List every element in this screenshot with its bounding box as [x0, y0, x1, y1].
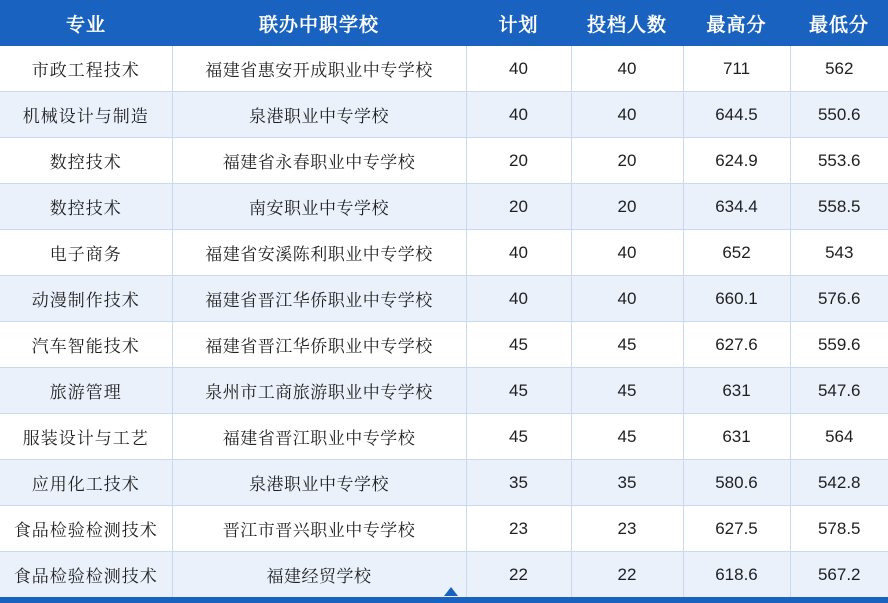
cell-admitted-count: 40 [571, 92, 683, 138]
cell-plan: 45 [466, 414, 571, 460]
cell-max-score: 644.5 [683, 92, 790, 138]
table-row [0, 276, 888, 322]
cell-admitted-count: 45 [571, 414, 683, 460]
cell-major: 数控技术 [0, 138, 172, 184]
table-row [0, 92, 888, 138]
table-row [0, 414, 888, 460]
cell-major: 市政工程技术 [0, 46, 172, 92]
cell-admitted-count: 40 [571, 46, 683, 92]
cell-max-score: 618.6 [683, 552, 790, 598]
cell-school: 福建省安溪陈利职业中专学校 [172, 230, 466, 276]
cell-max-score: 634.4 [683, 184, 790, 230]
cell-min-score: 558.5 [790, 184, 888, 230]
cell-major: 电子商务 [0, 230, 172, 276]
cell-plan: 45 [466, 368, 571, 414]
cell-min-score: 559.6 [790, 322, 888, 368]
cell-school: 福建省惠安开成职业中专学校 [172, 46, 466, 92]
table-row [0, 368, 888, 414]
cell-min-score: 550.6 [790, 92, 888, 138]
cell-min-score: 562 [790, 46, 888, 92]
cell-admitted-count: 40 [571, 230, 683, 276]
header-major: 专业 [0, 0, 172, 46]
table-header [0, 0, 888, 46]
cell-max-score: 624.9 [683, 138, 790, 184]
cell-admitted-count: 45 [571, 322, 683, 368]
cell-plan: 20 [466, 138, 571, 184]
cell-major: 旅游管理 [0, 368, 172, 414]
table-row [0, 460, 888, 506]
table-row [0, 322, 888, 368]
cell-admitted-count: 23 [571, 506, 683, 552]
cell-plan: 35 [466, 460, 571, 506]
cell-admitted-count: 45 [571, 368, 683, 414]
cell-max-score: 631 [683, 368, 790, 414]
header-school: 联办中职学校 [172, 0, 466, 46]
table-row [0, 230, 888, 276]
triangle-marker-icon [444, 587, 458, 596]
cell-admitted-count: 20 [571, 184, 683, 230]
cell-school: 南安职业中专学校 [172, 184, 466, 230]
table-row [0, 46, 888, 92]
table-header-row [0, 0, 888, 46]
cell-school: 泉州市工商旅游职业中专学校 [172, 368, 466, 414]
cell-max-score: 627.6 [683, 322, 790, 368]
cell-max-score: 631 [683, 414, 790, 460]
cell-plan: 23 [466, 506, 571, 552]
cell-plan: 20 [466, 184, 571, 230]
cell-admitted-count: 22 [571, 552, 683, 598]
table-row [0, 184, 888, 230]
cell-max-score: 652 [683, 230, 790, 276]
cell-min-score: 564 [790, 414, 888, 460]
cell-school: 泉港职业中专学校 [172, 92, 466, 138]
cell-plan: 45 [466, 322, 571, 368]
cell-plan: 40 [466, 46, 571, 92]
cell-admitted-count: 35 [571, 460, 683, 506]
cell-school: 福建省晋江华侨职业中专学校 [172, 276, 466, 322]
cell-admitted-count: 40 [571, 276, 683, 322]
cell-major: 食品检验检测技术 [0, 506, 172, 552]
cell-min-score: 553.6 [790, 138, 888, 184]
cell-min-score: 543 [790, 230, 888, 276]
table-row [0, 138, 888, 184]
cell-min-score: 542.8 [790, 460, 888, 506]
cell-major: 机械设计与制造 [0, 92, 172, 138]
table-row [0, 506, 888, 552]
cell-min-score: 578.5 [790, 506, 888, 552]
cell-plan: 40 [466, 230, 571, 276]
cell-max-score: 711 [683, 46, 790, 92]
cell-max-score: 580.6 [683, 460, 790, 506]
cell-major: 动漫制作技术 [0, 276, 172, 322]
table-body [0, 46, 888, 597]
cell-major: 汽车智能技术 [0, 322, 172, 368]
header-plan: 计划 [466, 0, 571, 46]
cell-max-score: 660.1 [683, 276, 790, 322]
header-min-score: 最低分 [790, 0, 888, 46]
cell-min-score: 567.2 [790, 552, 888, 598]
header-max-score: 最高分 [683, 0, 790, 46]
header-admitted-count: 投档人数 [571, 0, 683, 46]
cell-major: 应用化工技术 [0, 460, 172, 506]
cell-major: 服装设计与工艺 [0, 414, 172, 460]
cell-min-score: 576.6 [790, 276, 888, 322]
cell-school: 福建省永春职业中专学校 [172, 138, 466, 184]
cell-school: 福建省晋江职业中专学校 [172, 414, 466, 460]
cell-major: 食品检验检测技术 [0, 552, 172, 598]
bottom-accent-strip [0, 597, 888, 603]
cell-admitted-count: 20 [571, 138, 683, 184]
cell-min-score: 547.6 [790, 368, 888, 414]
cell-max-score: 627.5 [683, 506, 790, 552]
cell-school: 福建经贸学校 [172, 552, 466, 598]
cell-school: 晋江市晋兴职业中专学校 [172, 506, 466, 552]
cell-plan: 40 [466, 276, 571, 322]
cell-school: 泉港职业中专学校 [172, 460, 466, 506]
cell-plan: 40 [466, 92, 571, 138]
cell-plan: 22 [466, 552, 571, 598]
cell-school: 福建省晋江华侨职业中专学校 [172, 322, 466, 368]
cell-major: 数控技术 [0, 184, 172, 230]
